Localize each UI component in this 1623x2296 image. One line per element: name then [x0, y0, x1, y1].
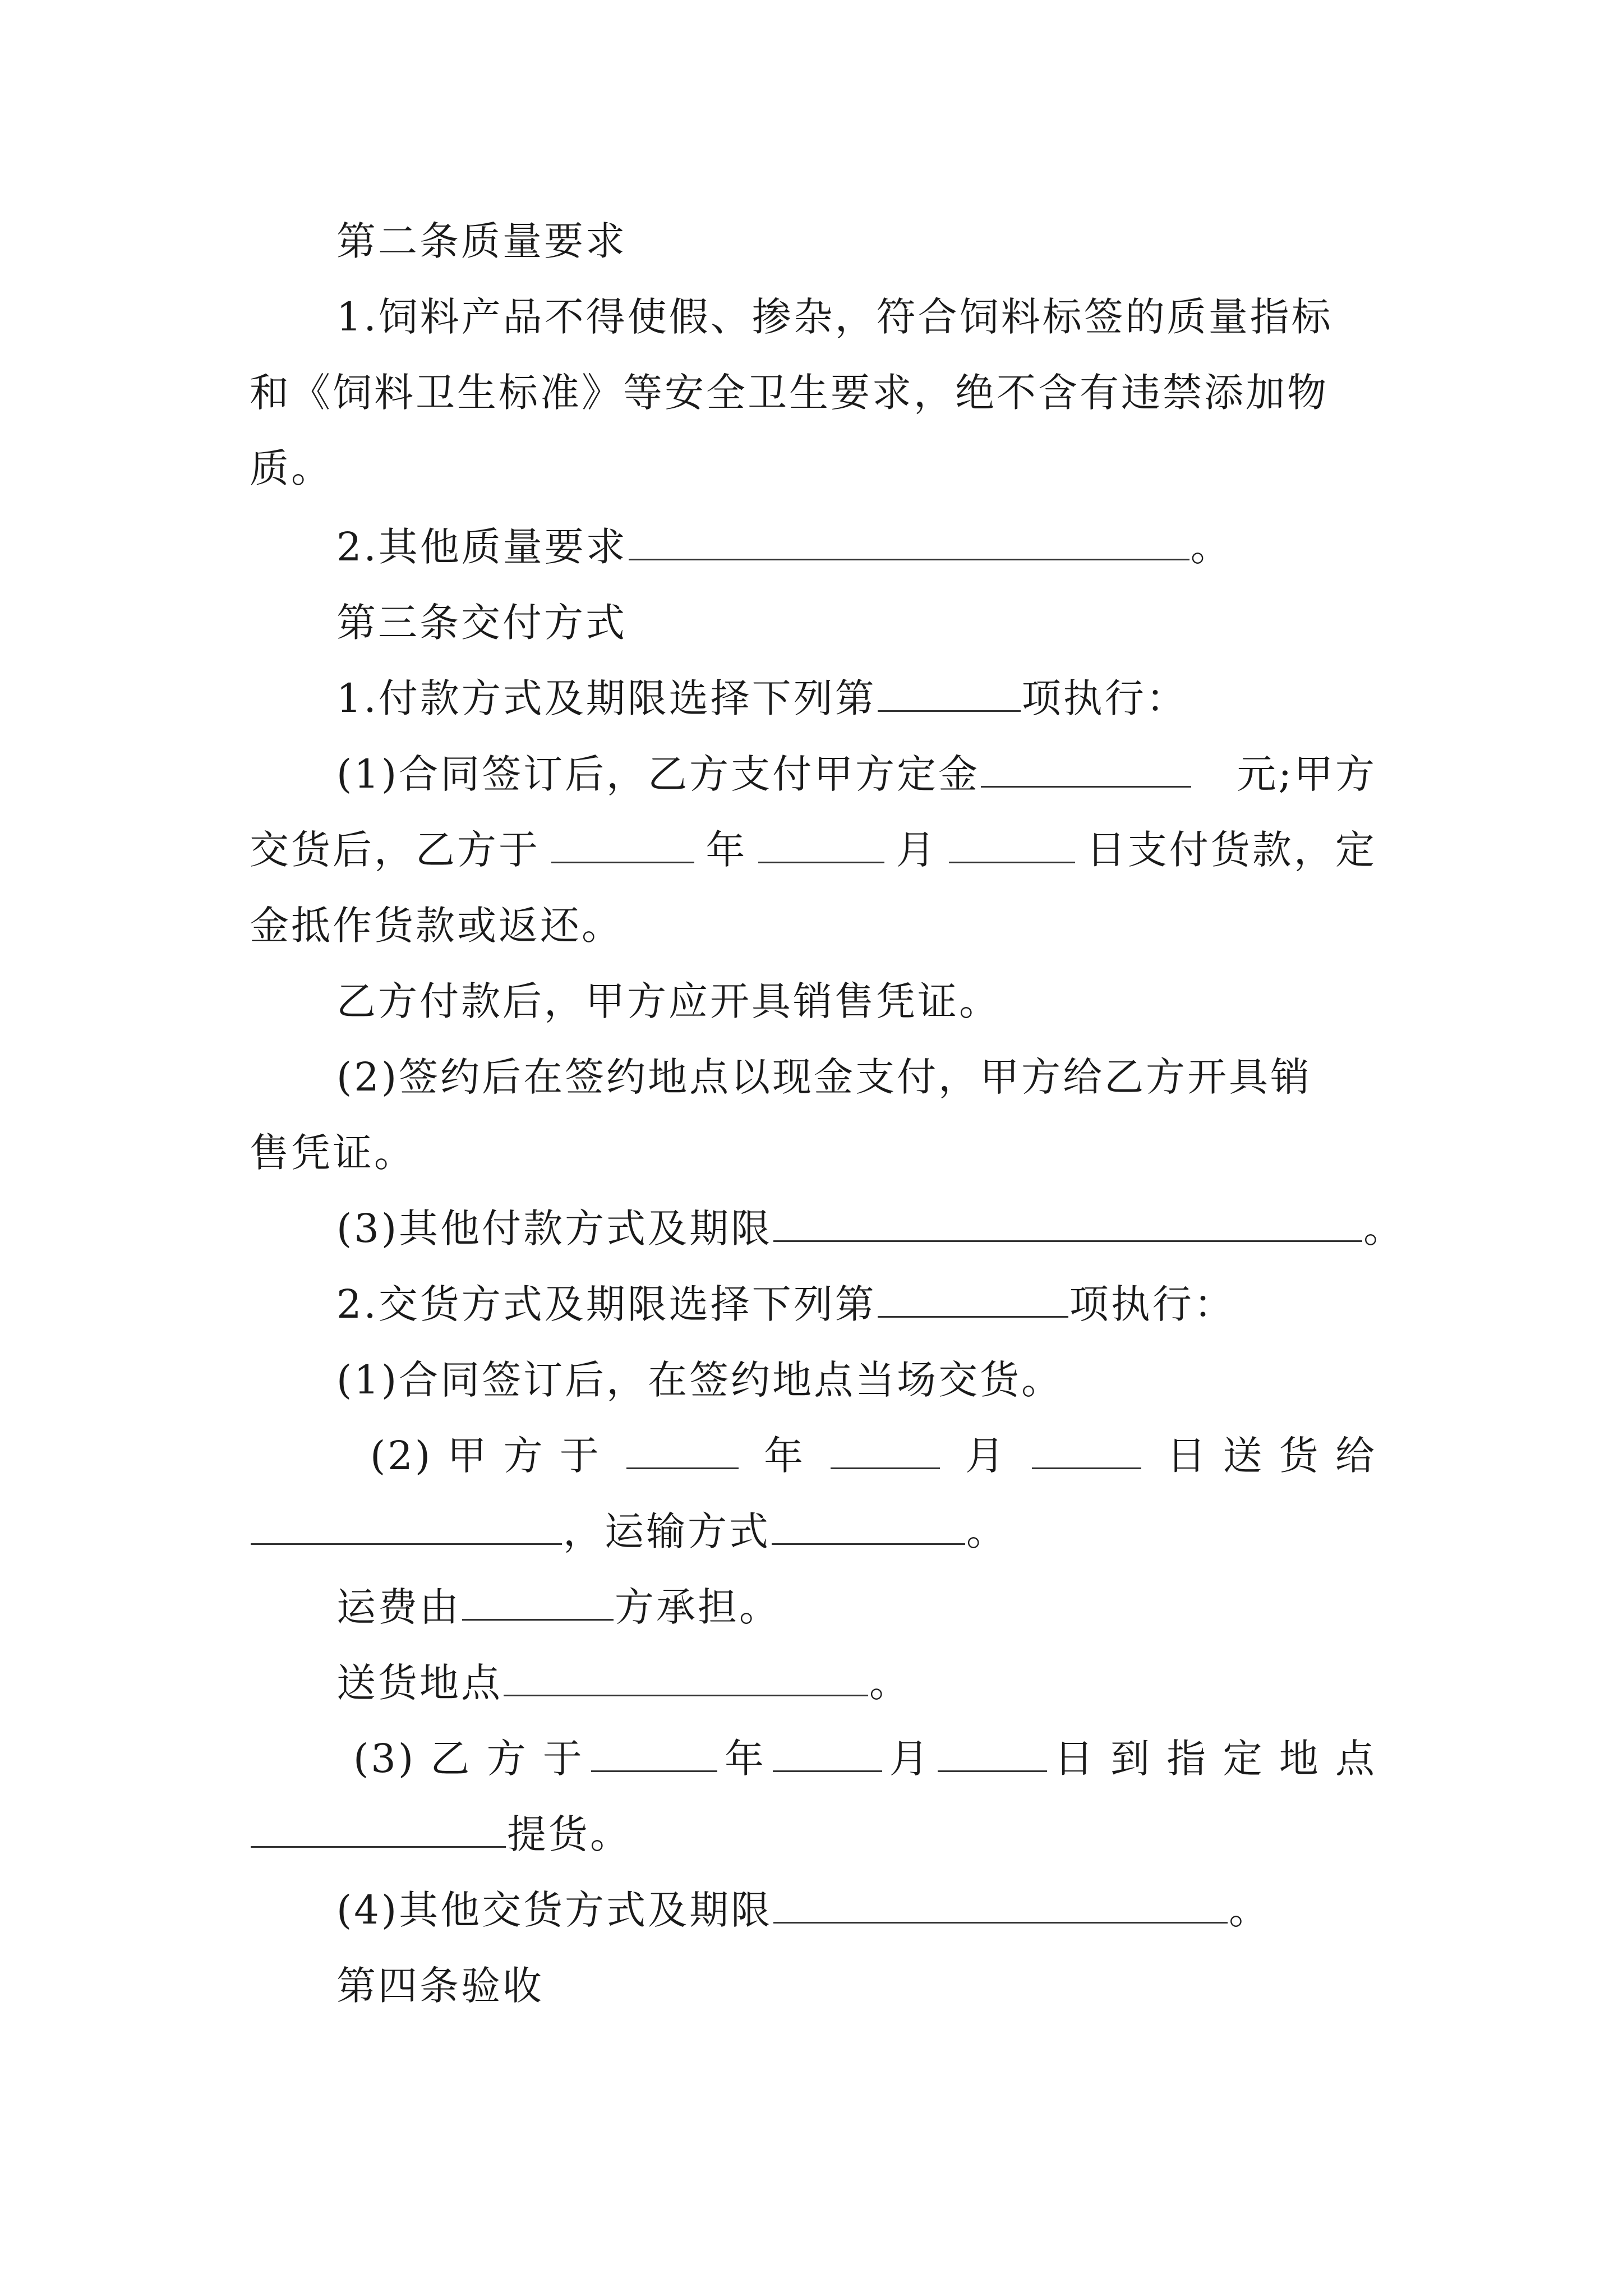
- payment-option-1-line-1: (1)合同签订后，乙方支付甲方定金 元;甲方: [336, 749, 1377, 799]
- article-4-title: 第四条验收: [336, 1963, 544, 2009]
- delivery-method-line: 2.交货方式及期限选择下列第 项执行：: [336, 1279, 1377, 1329]
- payment-option-1-line-3: 金抵作货款或返还。: [250, 903, 623, 949]
- fill-blank[interactable]: [251, 1809, 506, 1848]
- fill-blank[interactable]: [1032, 1430, 1141, 1469]
- fill-blank[interactable]: [251, 1506, 562, 1545]
- delivery-option-1: (1)合同签订后，在签约地点当场交货。: [336, 1357, 1063, 1403]
- fill-blank[interactable]: [981, 749, 1191, 788]
- delivery-option-2-line-1: (2) 甲 方 于 年 月 日 送 货 给: [370, 1430, 1377, 1481]
- fill-blank[interactable]: [878, 1279, 1068, 1318]
- delivery-option-2-line-2: ，运输方式 。: [250, 1506, 1377, 1557]
- fill-blank[interactable]: [626, 1430, 739, 1469]
- fill-blank[interactable]: [551, 825, 694, 863]
- fill-blank[interactable]: [773, 1733, 882, 1772]
- payment-option-1-line-2: 交货后，乙方于 年 月 日支付货款，定: [250, 825, 1377, 875]
- fill-blank[interactable]: [629, 522, 1189, 560]
- fill-blank[interactable]: [504, 1658, 868, 1696]
- fill-blank[interactable]: [591, 1733, 717, 1772]
- fill-blank[interactable]: [773, 1203, 1362, 1242]
- fill-blank[interactable]: [773, 1885, 1228, 1924]
- delivery-option-3-line-1: (3) 乙 方 于 年 月 日 到 指 定 地 点: [353, 1733, 1377, 1784]
- delivery-option-4: (4)其他交货方式及期限 。: [336, 1885, 1377, 1935]
- delivery-option-3-line-2: 提货。: [250, 1809, 1377, 1860]
- article-2-item-1-line-3: 质。: [250, 445, 333, 491]
- fill-blank[interactable]: [772, 1506, 965, 1545]
- fill-blank[interactable]: [949, 825, 1075, 863]
- article-2-item-1-line-2: 和《饲料卫生标准》等安全卫生要求，绝不含有违禁添加物: [250, 370, 1329, 416]
- delivery-address-line: 送货地点 。: [336, 1658, 1377, 1708]
- fill-blank[interactable]: [878, 673, 1021, 712]
- fill-blank[interactable]: [758, 825, 884, 863]
- payment-option-3: (3)其他付款方式及期限 。: [336, 1203, 1377, 1254]
- payment-option-1-line-4: 乙方付款后，甲方应开具销售凭证。: [336, 978, 1000, 1024]
- article-3-title: 第三条交付方式: [336, 600, 627, 646]
- article-2-item-1-line-1: 1.饲料产品不得使假、掺杂，符合饲料标签的质量指标: [336, 294, 1333, 340]
- freight-line: 运费由 方承担。: [336, 1582, 1377, 1632]
- article-2-title: 第二条质量要求: [336, 218, 627, 264]
- article-2-item-2: 2.其他质量要求 。: [336, 522, 1377, 572]
- payment-option-2-line-2: 售凭证。: [250, 1130, 416, 1176]
- fill-blank[interactable]: [462, 1582, 614, 1621]
- fill-blank[interactable]: [938, 1733, 1047, 1772]
- payment-option-2-line-1: (2)签约后在签约地点以现金支付，甲方给乙方开具销: [336, 1054, 1312, 1100]
- fill-blank[interactable]: [831, 1430, 940, 1469]
- payment-method-line: 1.付款方式及期限选择下列第 项执行：: [336, 673, 1377, 724]
